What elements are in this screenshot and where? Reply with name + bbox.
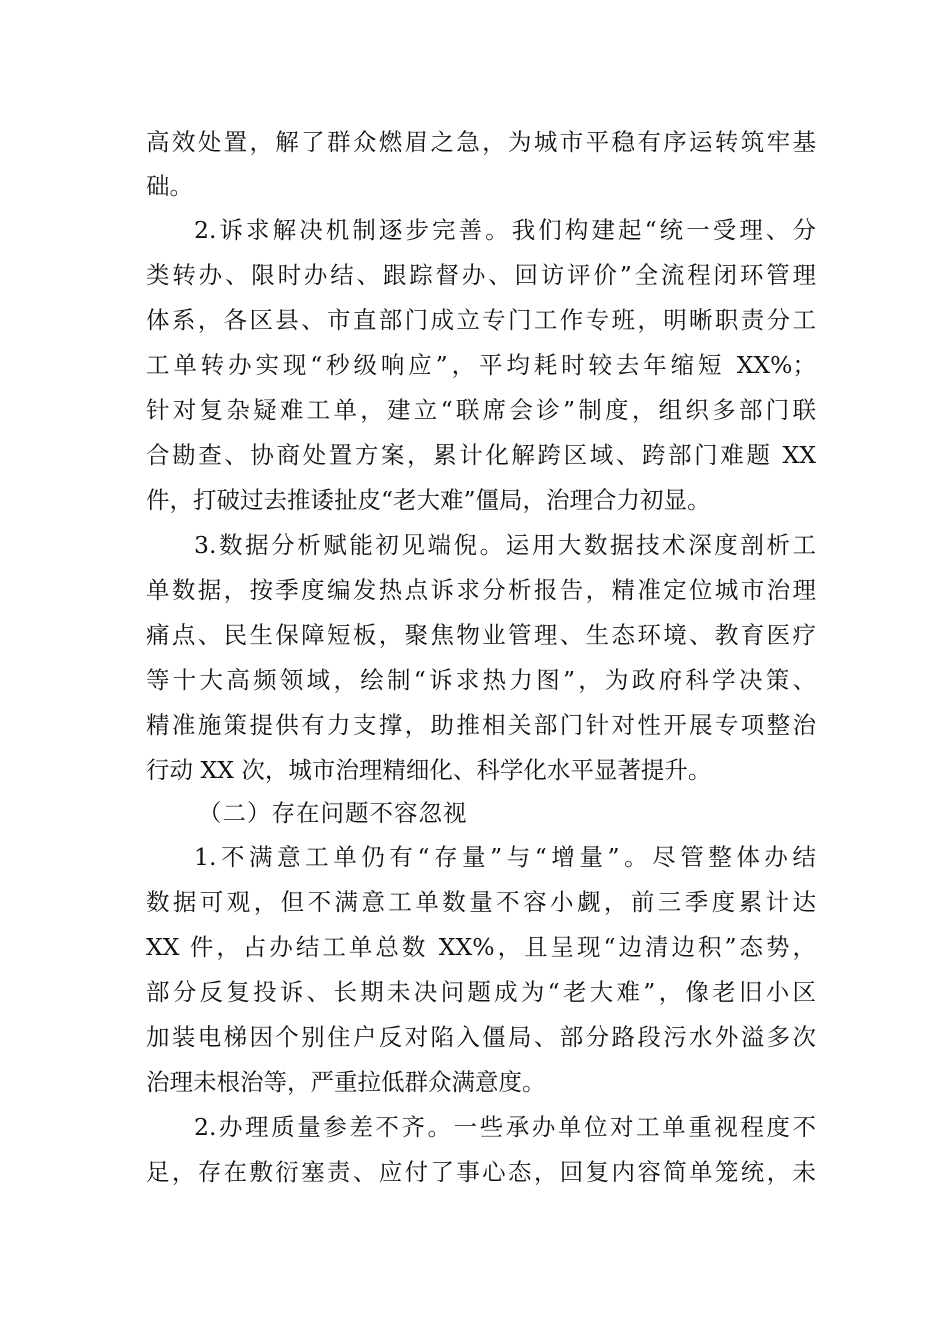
text-line: 件，打破过去推诿扯皮“老大难”僵局，治理合力初显。 [146,486,711,514]
text-line: XX 件，占办结工单总数 XX%，且呈现“边清边积”态势， [146,933,816,961]
paragraph-first-line: 1.不满意工单仍有“存量”与“增量”。尽管整体办结 [194,843,816,871]
paragraph-first-line: 2.办理质量参差不齐。一些承办单位对工单重视程度不 [194,1113,816,1141]
text-line: 体系，各区县、市直部门成立专门工作专班，明晰职责分工 [146,306,816,334]
text-line: 础。 [146,172,193,200]
text-line: 针对复杂疑难工单，建立“联席会诊”制度，组织多部门联 [146,396,816,424]
text-line: 合勘查、协商处置方案，累计化解跨区域、跨部门难题 XX [146,441,816,469]
text-line: 类转办、限时办结、跟踪督办、回访评价”全流程闭环管理 [146,261,816,289]
text-line: 加装电梯因个别住户反对陷入僵局、部分路段污水外溢多次 [146,1023,816,1051]
text-line: 单数据，按季度编发热点诉求分析报告，精准定位城市治理 [146,576,816,604]
paragraph-first-line: 3.数据分析赋能初见端倪。运用大数据技术深度剖析工 [194,531,816,559]
text-line: 工单转办实现“秒级响应”，平均耗时较去年缩短 XX%； [146,351,816,379]
text-line: 精准施策提供有力支撑，助推相关部门针对性开展专项整治 [146,711,816,739]
section-heading: （二）存在问题不容忽视 [198,799,468,827]
text-line: 部分反复投诉、长期未决问题成为“老大难”，像老旧小区 [146,978,816,1006]
text-line: 痛点、民生保障短板，聚焦物业管理、生态环境、教育医疗 [146,621,816,649]
text-line: 等十大高频领域，绘制“诉求热力图”，为政府科学决策、 [146,666,816,694]
text-line: 数据可观，但不满意工单数量不容小觑，前三季度累计达 [146,888,816,916]
text-line: 足，存在敷衍塞责、应付了事心态，回复内容简单笼统，未 [146,1158,816,1186]
text-line: 行动 XX 次，城市治理精细化、科学化水平显著提升。 [146,756,712,784]
text-line: 高效处置，解了群众燃眉之急，为城市平稳有序运转筑牢基 [146,128,816,156]
text-line: 治理未根治等，严重拉低群众满意度。 [146,1068,546,1096]
paragraph-first-line: 2.诉求解决机制逐步完善。我们构建起“统一受理、分 [194,216,816,244]
